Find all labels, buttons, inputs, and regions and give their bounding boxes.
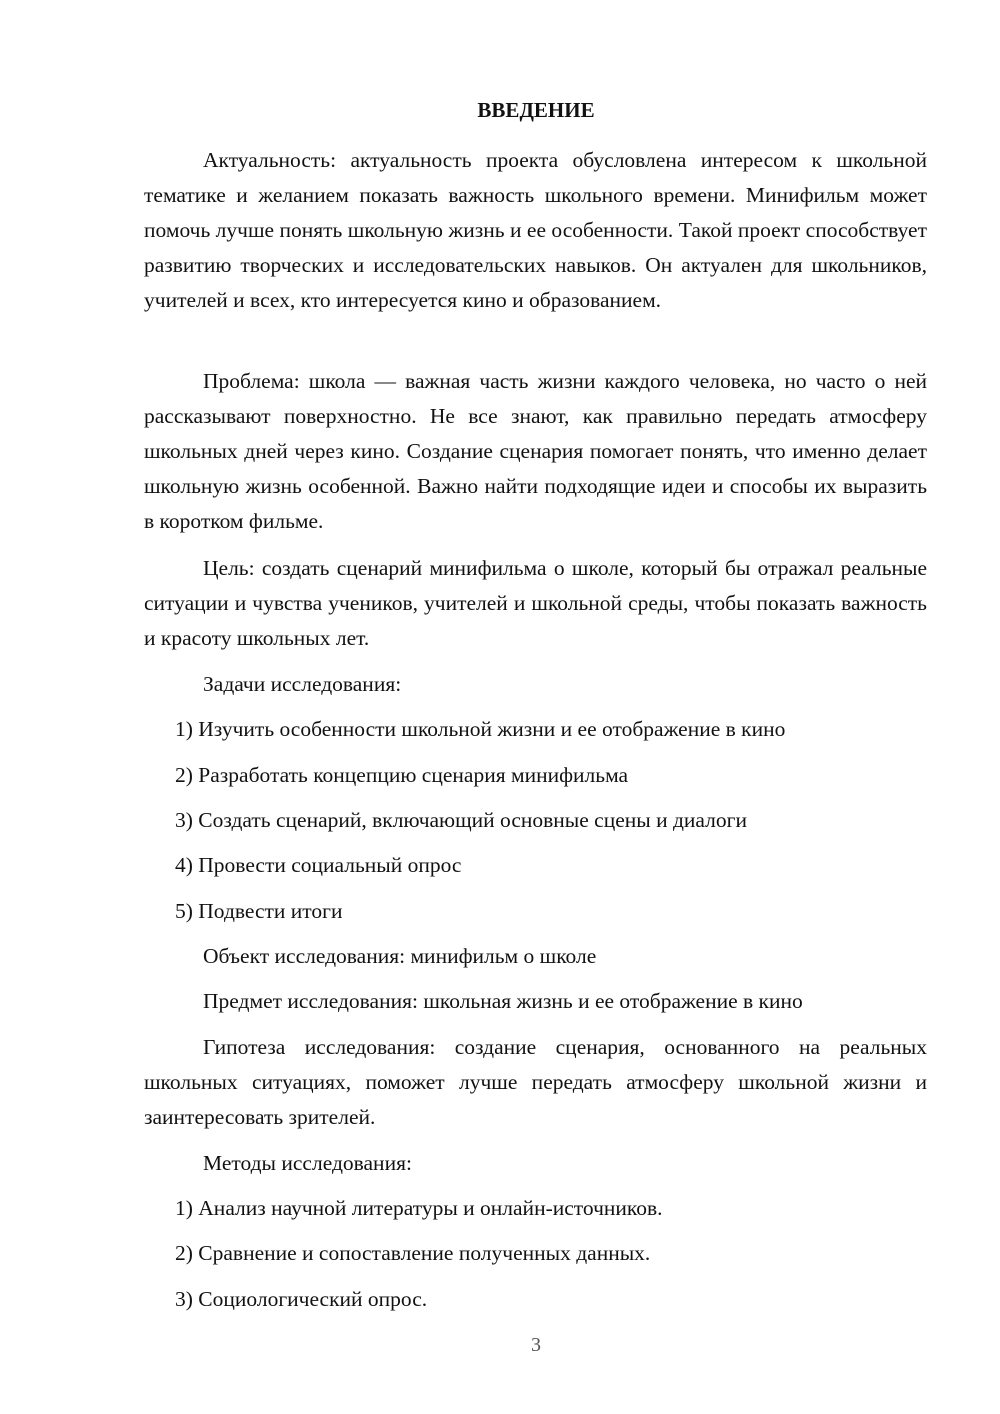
task-item: 5) Подвести итоги (175, 899, 343, 923)
methods-label: Методы исследования: (203, 1151, 412, 1175)
method-item: 1) Анализ научной литературы и онлайн-источников. (175, 1196, 663, 1220)
method-item: 3) Социологический опрос. (175, 1287, 428, 1311)
section-heading: ВВЕДЕНИЕ (477, 98, 595, 122)
problem-paragraph: Проблема: школа — важная часть жизни каждого человека, но часто о ней рассказывают поверхностно. Не все знают, как правильно передать атмосферу школьных дней через кино. Создание сценария помогает понять, что именно делает школьную жизнь особенной. Важно найти подходящие идеи и способы их выразить в коротком фильме. (144, 369, 927, 533)
hypothesis-paragraph: Гипотеза исследования: создание сценария, основанного на реальных школьных ситуациях, поможет лучше передать атмосферу школьной жизни и заинтересовать зрителей. (144, 1035, 927, 1129)
research-object-line: Объект исследования: минифильм о школе (203, 944, 597, 968)
relevance-paragraph: Актуальность: актуальность проекта обусловлена интересом к школьной тематике и желанием показать важность школьного времени. Минифильм может помочь лучше понять школьную жизнь и ее особенности. Такой проект способствует развитию творческих и исследовательских навыков. Он актуален для школьников, учителей и всех, кто интересуется кино и образованием. (144, 148, 927, 312)
research-subject-line: Предмет исследования: школьная жизнь и ее отображение в кино (203, 989, 803, 1013)
page-number: 3 (531, 1334, 541, 1356)
task-item: 3) Создать сценарий, включающий основные сцены и диалоги (175, 808, 747, 832)
goal-paragraph: Цель: создать сценарий минифильма о школе, который бы отражал реальные ситуации и чувства учеников, учителей и школьной среды, чтобы показать важность и красоту школьных лет. (144, 556, 927, 650)
method-item: 2) Сравнение и сопоставление полученных данных. (175, 1241, 651, 1265)
task-item: 2) Разработать концепцию сценария минифильма (175, 763, 629, 787)
task-item: 4) Провести социальный опрос (175, 853, 462, 877)
tasks-label: Задачи исследования: (203, 672, 402, 696)
task-item: 1) Изучить особенности школьной жизни и ее отображение в кино (175, 717, 786, 741)
